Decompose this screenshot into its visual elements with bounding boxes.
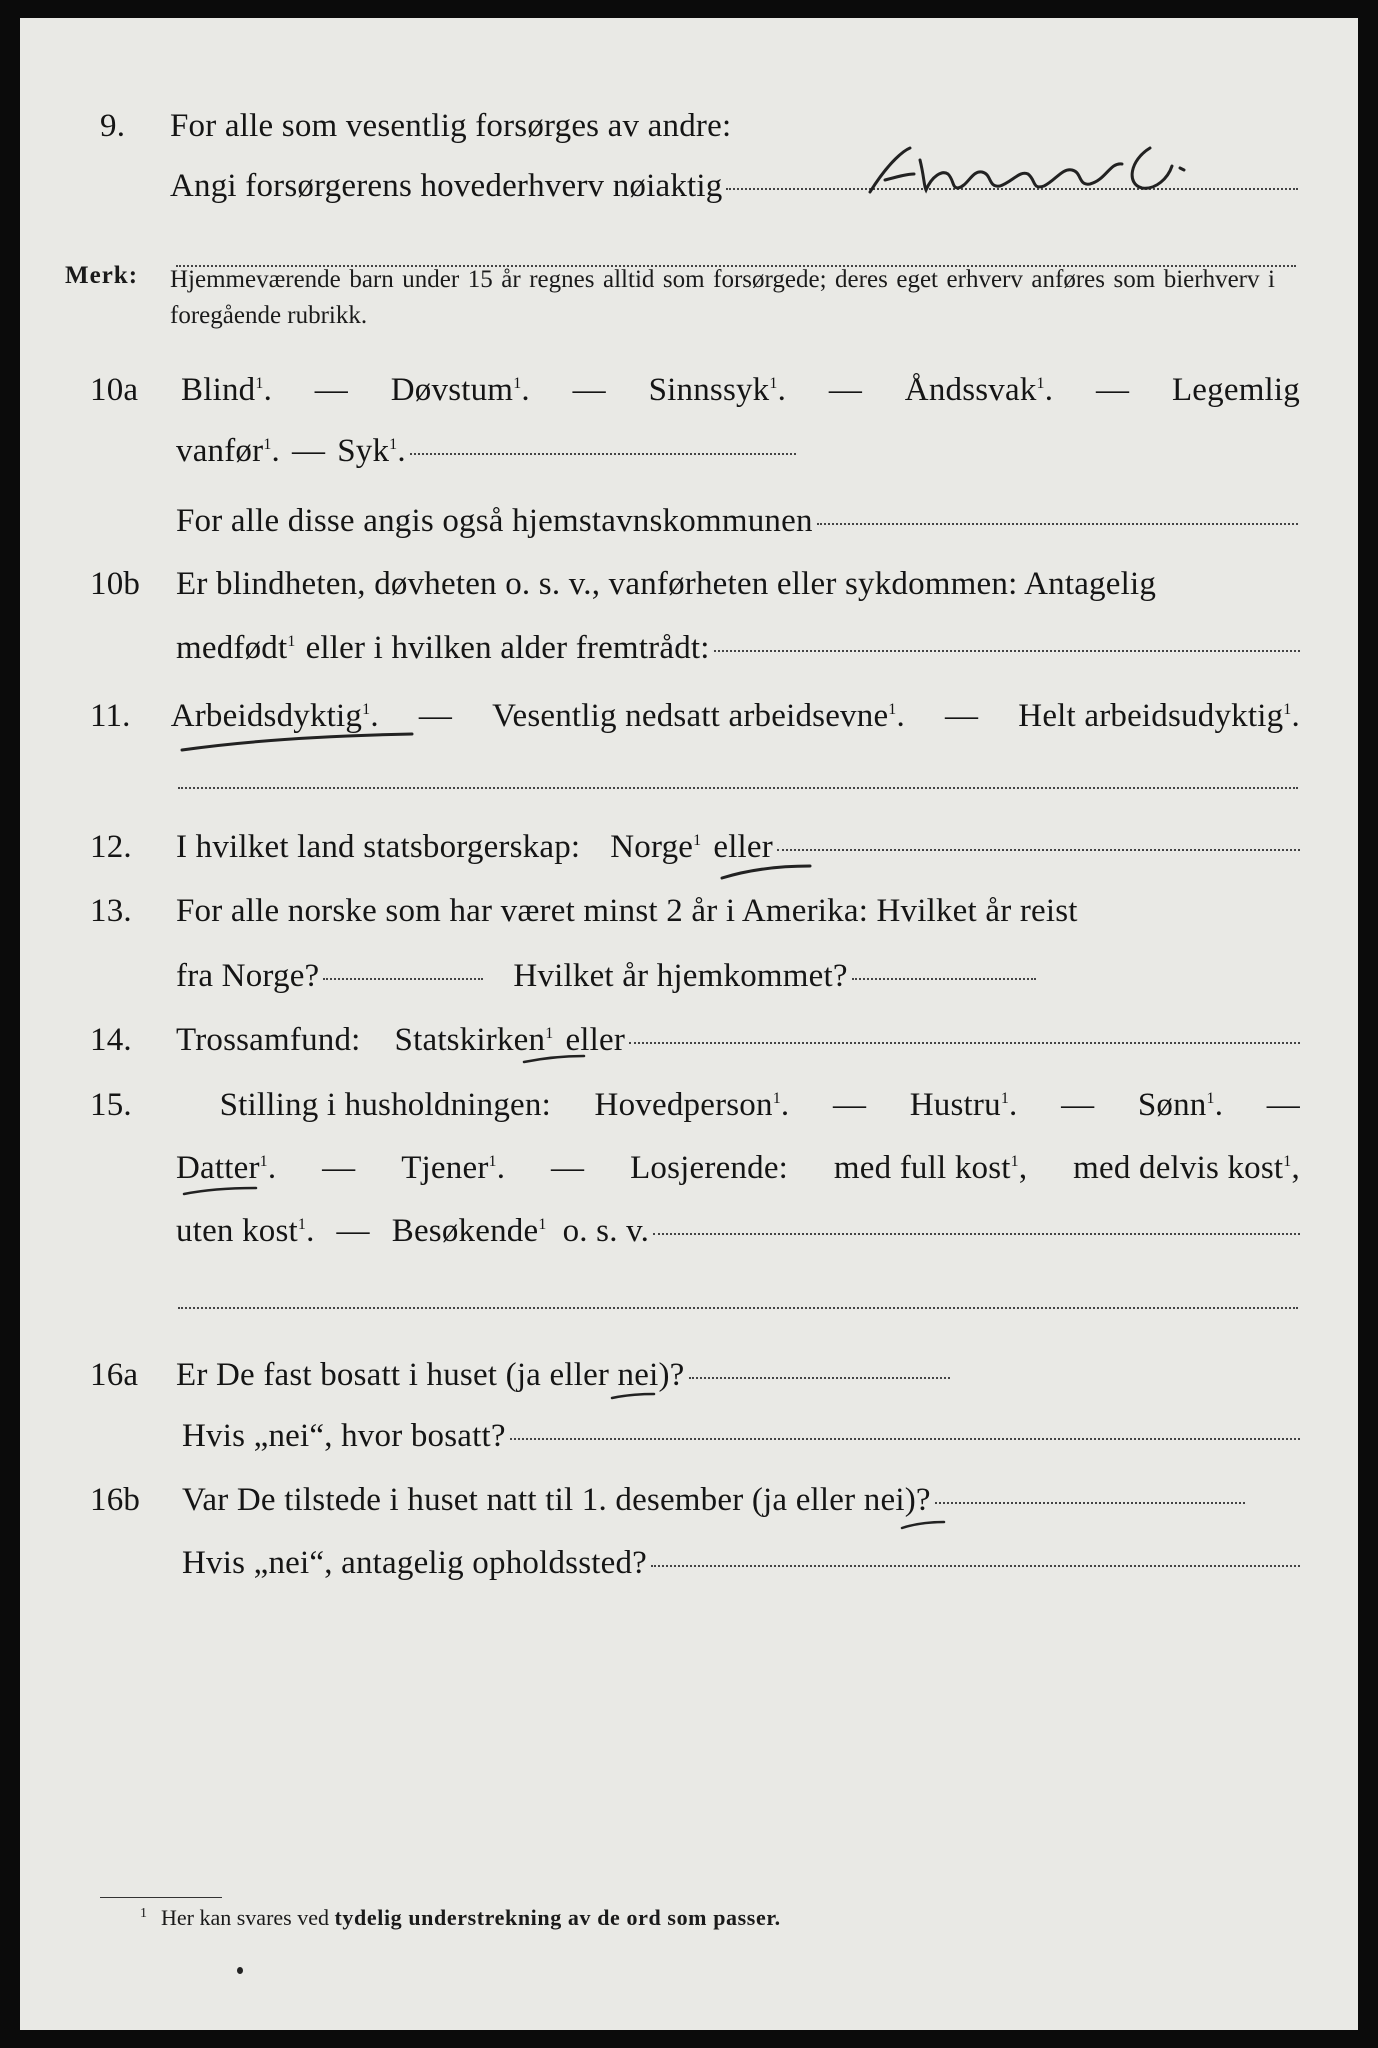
option-besokende	[392, 1213, 547, 1250]
q15-line3	[176, 1213, 1300, 1250]
q12-line	[90, 829, 1300, 866]
dash: —	[572, 372, 606, 408]
footnote-ref: 1	[488, 1153, 497, 1170]
footnote-ref: 1	[1283, 701, 1292, 718]
option-label: Datter	[176, 1150, 260, 1186]
q15-line1	[90, 1087, 1300, 1124]
q14-line	[90, 1022, 1300, 1059]
option-medfodt	[176, 630, 296, 667]
footnote-text-bold: tydelig understrekning av de ord som passer.	[334, 1905, 781, 1930]
footnote-rule	[100, 1897, 222, 1898]
option-label: Helt arbeidsudyktig	[1018, 698, 1284, 734]
option-label: Åndssvak	[904, 372, 1037, 408]
option-syk: Syk$^1$.	[337, 433, 406, 469]
q16a-question: Er De fast bosatt i huset (ja eller nei)?	[176, 1357, 685, 1393]
footnote-ref: 1	[389, 436, 398, 453]
dash: —	[945, 698, 979, 734]
option-label: Blind	[181, 372, 256, 408]
handwritten-underline-ja-16b	[898, 1516, 948, 1534]
footnote-ref: 1	[1283, 1153, 1292, 1170]
footnote-text-plain: Her kan svares ved	[161, 1905, 329, 1930]
footnote-ref: 1	[538, 1216, 547, 1233]
q16a-answer-line[interactable]	[689, 1377, 950, 1379]
footnote-ref: 1	[287, 633, 296, 650]
q9-question: For alle som vesentlig forsørges av andre:	[170, 108, 732, 144]
handwritten-underline-norge	[718, 862, 818, 884]
option-helt-udyktig: Helt arbeidsudyktig$^1$.	[1018, 698, 1300, 734]
option-arbeidsdyktig: Arbeidsdyktig$^1$.	[170, 698, 379, 734]
q10a-answer-line[interactable]	[410, 453, 796, 455]
option-label: Arbeidsdyktig	[170, 698, 363, 734]
q16b-answer-line[interactable]	[935, 1502, 1245, 1504]
q15-question: Stilling i husholdningen:	[219, 1087, 551, 1123]
option-label: uten kost	[176, 1213, 298, 1249]
q10a-line3	[176, 503, 1298, 540]
option-tjener: Tjener$^1$.	[401, 1150, 506, 1186]
option-label: Sinnssyk	[648, 372, 770, 408]
handwritten-underline-datter	[180, 1182, 260, 1200]
q13-reist: fra Norge?	[176, 958, 320, 994]
note-text: Hjemmeværende barn under 15 år regnes alltid som forsørgede; deres eget erhverv anføres som bierhverv i foregående rubrikk.	[170, 266, 1275, 329]
footnote-ref: 1	[263, 436, 272, 453]
dash: —	[1095, 372, 1130, 408]
option-label: vanfør	[176, 433, 264, 469]
q10b-answer-line[interactable]	[714, 650, 1300, 652]
q10a-hjemstavn-line[interactable]	[817, 523, 1298, 525]
dash: —	[551, 1150, 585, 1186]
q14-question: Trossamfund:	[176, 1022, 361, 1058]
q10b-question: Er blindheten, døvheten o. s. v., vanførheten eller sykdommen: Antagelig	[176, 566, 1157, 602]
dash: —	[828, 372, 863, 408]
q15-number: 15.	[90, 1087, 132, 1123]
option-label: Statskirken	[394, 1022, 546, 1058]
dash: —	[832, 1087, 867, 1123]
handwritten-underline-statskirken	[520, 1052, 590, 1068]
q10a-number: 10a	[90, 372, 139, 408]
option-andssvak: Åndssvak$^1$.	[904, 372, 1054, 408]
option-losjerende: Losjerende:	[630, 1150, 789, 1186]
option-vesentlig-nedsatt: Vesentlig nedsatt arbeidsevne$^1$.	[492, 698, 905, 734]
q16b-opholdssted-line[interactable]	[651, 1565, 1300, 1567]
dash: —	[314, 372, 348, 408]
option-label: Syk	[337, 433, 390, 469]
option-label: med delvis kost	[1073, 1150, 1284, 1186]
footnote-ref: 1	[769, 375, 778, 392]
option-label: Hustru	[909, 1087, 1001, 1123]
footnote-ref: 1	[1036, 375, 1045, 392]
q14-eller: eller	[565, 1022, 626, 1058]
dash: —	[291, 433, 326, 469]
note-label: Merk:	[65, 262, 139, 289]
option-vanfor: vanfør$^1$.	[176, 433, 280, 469]
option-label: Tjener	[401, 1150, 489, 1186]
q16b-line2	[182, 1545, 1300, 1582]
option-datter: Datter$^1$.	[176, 1150, 277, 1186]
q14-number: 14.	[90, 1022, 132, 1058]
q10b-line2	[176, 630, 1300, 667]
q10a-line1	[90, 372, 1300, 409]
q13-reist-line[interactable]	[323, 978, 483, 980]
option-norge	[610, 829, 701, 866]
footnote-ref: 1	[362, 701, 371, 718]
q12-eller: eller	[713, 829, 773, 865]
option-blind: Blind$^1$.	[181, 372, 273, 408]
q12-number: 12.	[90, 829, 132, 865]
option-legemlig: Legemlig	[1171, 372, 1300, 408]
dash: —	[418, 698, 453, 734]
option-delvis-kost: med delvis kost$^1$,	[1073, 1150, 1300, 1186]
q13-question: For alle norske som har været minst 2 år i Amerika: Hvilket år reist	[176, 893, 1078, 929]
handwritten-answer-q9	[850, 140, 1270, 210]
handwritten-underline-arbeidsdyktig	[178, 728, 418, 758]
q10b-number: 10b	[90, 566, 141, 602]
q14-answer-line[interactable]	[629, 1042, 1300, 1044]
q9-question-cont: Angi forsørgerens hovederhverv nøiaktig	[170, 168, 723, 204]
footnote-ref: 1	[1010, 1153, 1019, 1170]
q16a-line1	[90, 1357, 950, 1394]
ink-dot	[237, 1967, 243, 1974]
footnote	[140, 1905, 781, 1931]
q11-number: 11.	[90, 698, 131, 734]
q13-hjemkommet-line[interactable]	[852, 978, 1036, 980]
q16b-opholdssted: Hvis „nei“, antagelig opholdssted?	[182, 1545, 648, 1581]
dash: —	[1266, 1087, 1300, 1123]
q16a-number: 16a	[90, 1357, 139, 1393]
dash: —	[322, 1150, 356, 1186]
q16b-number: 16b	[90, 1482, 141, 1518]
footnote-ref: 1	[1000, 1090, 1010, 1107]
q11-answer-line[interactable]	[178, 787, 1298, 789]
q16a-bosatt-line[interactable]	[510, 1438, 1300, 1440]
q13-line2	[176, 958, 1036, 995]
option-label: med full kost	[833, 1150, 1011, 1186]
q12-question: I hvilket land statsborgerskap:	[176, 829, 581, 865]
q13-number: 13.	[90, 893, 132, 929]
option-sinnssyk: Sinnssyk$^1$.	[648, 372, 787, 408]
footnote-ref: 1	[297, 1216, 307, 1233]
option-label: Vesentlig nedsatt arbeidsevne	[492, 698, 889, 734]
q15-answer-line[interactable]	[653, 1233, 1300, 1235]
q15-line2	[176, 1150, 1300, 1187]
handwritten-underline-ja-16a	[608, 1390, 658, 1404]
dash: —	[336, 1213, 370, 1249]
q15-osv: o. s. v.	[562, 1213, 650, 1249]
q15-answer-line-2[interactable]	[178, 1307, 1298, 1309]
q16b-line1	[90, 1482, 1245, 1519]
q9-number: 9.	[100, 108, 126, 144]
q10a-line2	[176, 433, 796, 470]
option-label: Besøkende	[391, 1213, 539, 1249]
option-dovstum: Døvstum$^1$.	[390, 372, 530, 408]
q10b-question-cont: eller i hvilken alder fremtrådt:	[305, 630, 710, 666]
dash: —	[1061, 1087, 1095, 1123]
option-label: medfødt	[176, 630, 288, 666]
option-label: Hovedperson	[594, 1087, 773, 1123]
svg-text:Annen d.: Annen d.	[850, 140, 854, 141]
q16a-line2	[182, 1418, 1300, 1455]
q10a-hjemstavn: For alle disse angis også hjemstavnskommunen	[176, 503, 813, 539]
footnote-ref: 1	[259, 1153, 268, 1170]
option-hustru: Hustru$^1$.	[909, 1087, 1018, 1123]
footnote-ref: 1	[693, 832, 702, 849]
footnote-mark: 1	[140, 1905, 147, 1921]
footnote-ref: 1	[545, 1025, 554, 1042]
q16b-question: Var De tilstede i huset natt til 1. desember (ja eller nei)?	[182, 1482, 931, 1518]
option-label: Norge	[610, 829, 694, 865]
q16a-bosatt: Hvis „nei“, hvor bosatt?	[182, 1418, 506, 1454]
footnote-ref: 1	[255, 375, 264, 392]
footnote-ref: 1	[1206, 1090, 1215, 1107]
q12-answer-line[interactable]	[777, 849, 1300, 851]
option-sonn: Sønn$^1$.	[1137, 1087, 1224, 1123]
q13-hjemkommet: Hvilket år hjemkommet?	[513, 958, 848, 994]
footnote-ref: 1	[513, 375, 522, 392]
option-uten-kost: uten kost$^1$.	[176, 1213, 315, 1249]
option-label: Sønn	[1137, 1087, 1207, 1123]
option-hovedperson: Hovedperson$^1$.	[594, 1087, 790, 1123]
option-label: Døvstum	[390, 372, 514, 408]
footnote-ref: 1	[888, 701, 897, 718]
footnote-ref: 1	[772, 1090, 781, 1107]
option-full-kost: med full kost$^1$,	[833, 1150, 1028, 1186]
